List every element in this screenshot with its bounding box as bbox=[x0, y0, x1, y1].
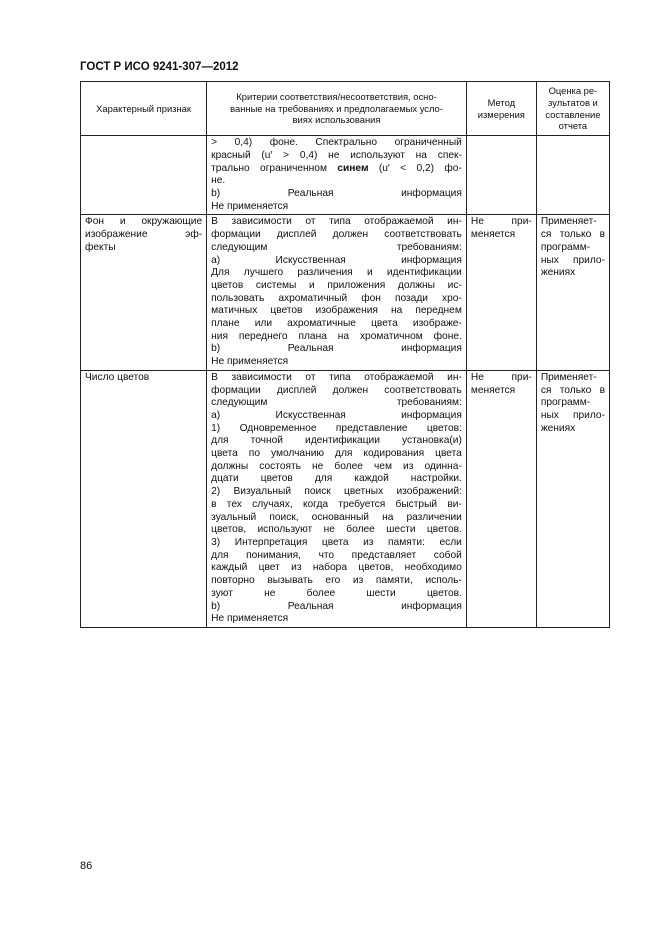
criteria-line: b) Реальная информация bbox=[211, 188, 462, 199]
emphasis-text: синем bbox=[337, 162, 369, 174]
criteria-line: плане или ахроматичные цвета изображе- bbox=[211, 318, 462, 330]
criteria-line: b) Реальная информация bbox=[211, 343, 462, 355]
attribute-line: Число цветов bbox=[85, 371, 150, 383]
header-evaluation-line: зультатов и bbox=[548, 96, 598, 108]
criteria-line: Для лучшего различения и идентификации bbox=[211, 267, 462, 279]
page-number: 86 bbox=[80, 860, 93, 872]
evaluation-line: жениях bbox=[540, 267, 576, 279]
attribute-line: фекты bbox=[85, 241, 116, 253]
criteria-line: пользовать ахроматичный фон позади хро- bbox=[211, 292, 462, 304]
header-attribute: Характерный признак bbox=[81, 82, 207, 136]
criteria-line: В зависимости от типа отображаемой ин- bbox=[211, 371, 462, 383]
criteria-line: каждый цвет из набора цветов, необходимо bbox=[211, 562, 462, 574]
header-method bbox=[466, 82, 536, 136]
header-evaluation-line: Оценка ре- bbox=[548, 85, 598, 96]
evaluation-line: Применяет- bbox=[540, 216, 597, 228]
table-row bbox=[81, 215, 610, 370]
criteria-line: Не применяется bbox=[211, 613, 289, 625]
cell-attribute bbox=[81, 370, 207, 627]
criteria-line: a) Искусственная информация bbox=[211, 254, 462, 266]
criteria-line: должны состоять не более чем из одинна- bbox=[211, 460, 462, 472]
header-criteria-line: Критерии соответствия/несоответствия, осно- bbox=[236, 90, 437, 102]
document-title: ГОСТ Р ИСО 9241-307—2012 bbox=[80, 61, 239, 73]
criteria-line: цветов, используют не более шести цветов. bbox=[211, 524, 462, 536]
evaluation-line: жениях bbox=[540, 422, 576, 434]
evaluation-line: Применяет- bbox=[540, 371, 597, 383]
criteria-line: Не применяется bbox=[211, 200, 289, 212]
attribute-line: изображение эф- bbox=[85, 229, 203, 241]
criteria-line: зуют не более шести цветов. bbox=[211, 587, 462, 599]
cell-method bbox=[466, 136, 536, 215]
criteria-line: ния переднего плана на хроматичном фоне. bbox=[211, 330, 462, 342]
header-criteria bbox=[207, 82, 467, 136]
header-method-line: измерения bbox=[477, 108, 525, 120]
criteria-line: трально ограниченном синем (u′ < 0,2) фо- bbox=[211, 162, 462, 174]
cell-criteria bbox=[207, 215, 467, 370]
header-evaluation-line: составление bbox=[545, 108, 601, 120]
cell-attribute bbox=[81, 136, 207, 215]
criteria-line: следующим требованиям: bbox=[211, 397, 462, 409]
criteria-line: Не применяется bbox=[211, 356, 289, 368]
criteria-line: следующим требованиям: bbox=[211, 241, 462, 253]
evaluation-line: ных прило- bbox=[540, 409, 605, 421]
table-row bbox=[81, 136, 610, 215]
criteria-line: b) Реальная информация bbox=[211, 600, 462, 612]
table-header-row bbox=[81, 82, 610, 136]
criteria-line: зуальный поиск, основанный на различении bbox=[211, 511, 462, 523]
cell-criteria bbox=[207, 370, 467, 627]
cell-evaluation bbox=[536, 215, 609, 370]
header-criteria-line: ванные на требованиях и предполагаемых усло- bbox=[230, 102, 443, 114]
criteria-line: 1) Одновременное представление цветов: bbox=[211, 422, 462, 434]
header-evaluation bbox=[536, 82, 609, 136]
criteria-line: не. bbox=[211, 175, 226, 187]
method-line: меняется bbox=[470, 384, 516, 396]
requirements-table bbox=[80, 81, 610, 628]
header-method-line: Метод bbox=[487, 96, 516, 108]
evaluation-line: ся только в bbox=[540, 229, 605, 241]
criteria-line: матичных цветов изображения на переднем bbox=[211, 305, 462, 317]
attribute-line: Фон и окружающие bbox=[85, 216, 203, 228]
criteria-line: В зависимости от типа отображаемой ин- bbox=[211, 216, 462, 228]
header-evaluation-line: отчета bbox=[558, 120, 588, 132]
criteria-line: формации дисплей должен соответствовать bbox=[211, 384, 462, 396]
evaluation-line: программ- bbox=[540, 241, 591, 253]
criteria-line: цветов системы и приложения должны ис- bbox=[211, 279, 462, 291]
criteria-line: > 0,4) фоне. Спектрально ограниченный bbox=[211, 137, 462, 149]
method-line: Не при- bbox=[470, 216, 532, 228]
criteria-line: 2) Визуальный поиск цветных изображений: bbox=[211, 486, 462, 498]
criteria-line: для понимания, что представляет собой bbox=[211, 549, 462, 561]
cell-evaluation bbox=[536, 370, 609, 627]
cell-method bbox=[466, 370, 536, 627]
method-line: Не при- bbox=[470, 371, 532, 383]
criteria-line: 3) Интерпретация цвета из памяти: если bbox=[211, 536, 462, 548]
method-line: меняется bbox=[470, 229, 516, 241]
header-criteria-line: виях использования bbox=[292, 114, 381, 126]
criteria-line: a) Искусственная информация bbox=[211, 409, 462, 421]
cell-method bbox=[466, 215, 536, 370]
cell-evaluation bbox=[536, 136, 609, 215]
cell-criteria bbox=[207, 136, 467, 215]
criteria-line: для точной идентификации установка(и) bbox=[211, 435, 462, 447]
criteria-line: красный (u′ > 0,4) не используют на спек- bbox=[211, 149, 462, 161]
criteria-line: дцати цветов для каждой настройки. bbox=[211, 473, 462, 485]
table-row bbox=[81, 370, 610, 627]
evaluation-line: программ- bbox=[540, 397, 591, 409]
evaluation-line: ных прило- bbox=[540, 254, 605, 266]
criteria-line: формации дисплей должен соответствовать bbox=[211, 229, 462, 241]
criteria-line: повторно вызывать его из памяти, исполь- bbox=[211, 575, 462, 587]
criteria-line: цвета по умолчанию для кодирования цвета bbox=[211, 448, 462, 460]
evaluation-line: ся только в bbox=[540, 384, 605, 396]
criteria-line: в тех случаях, когда требуется быстрый ви- bbox=[211, 498, 462, 510]
cell-attribute bbox=[81, 215, 207, 370]
